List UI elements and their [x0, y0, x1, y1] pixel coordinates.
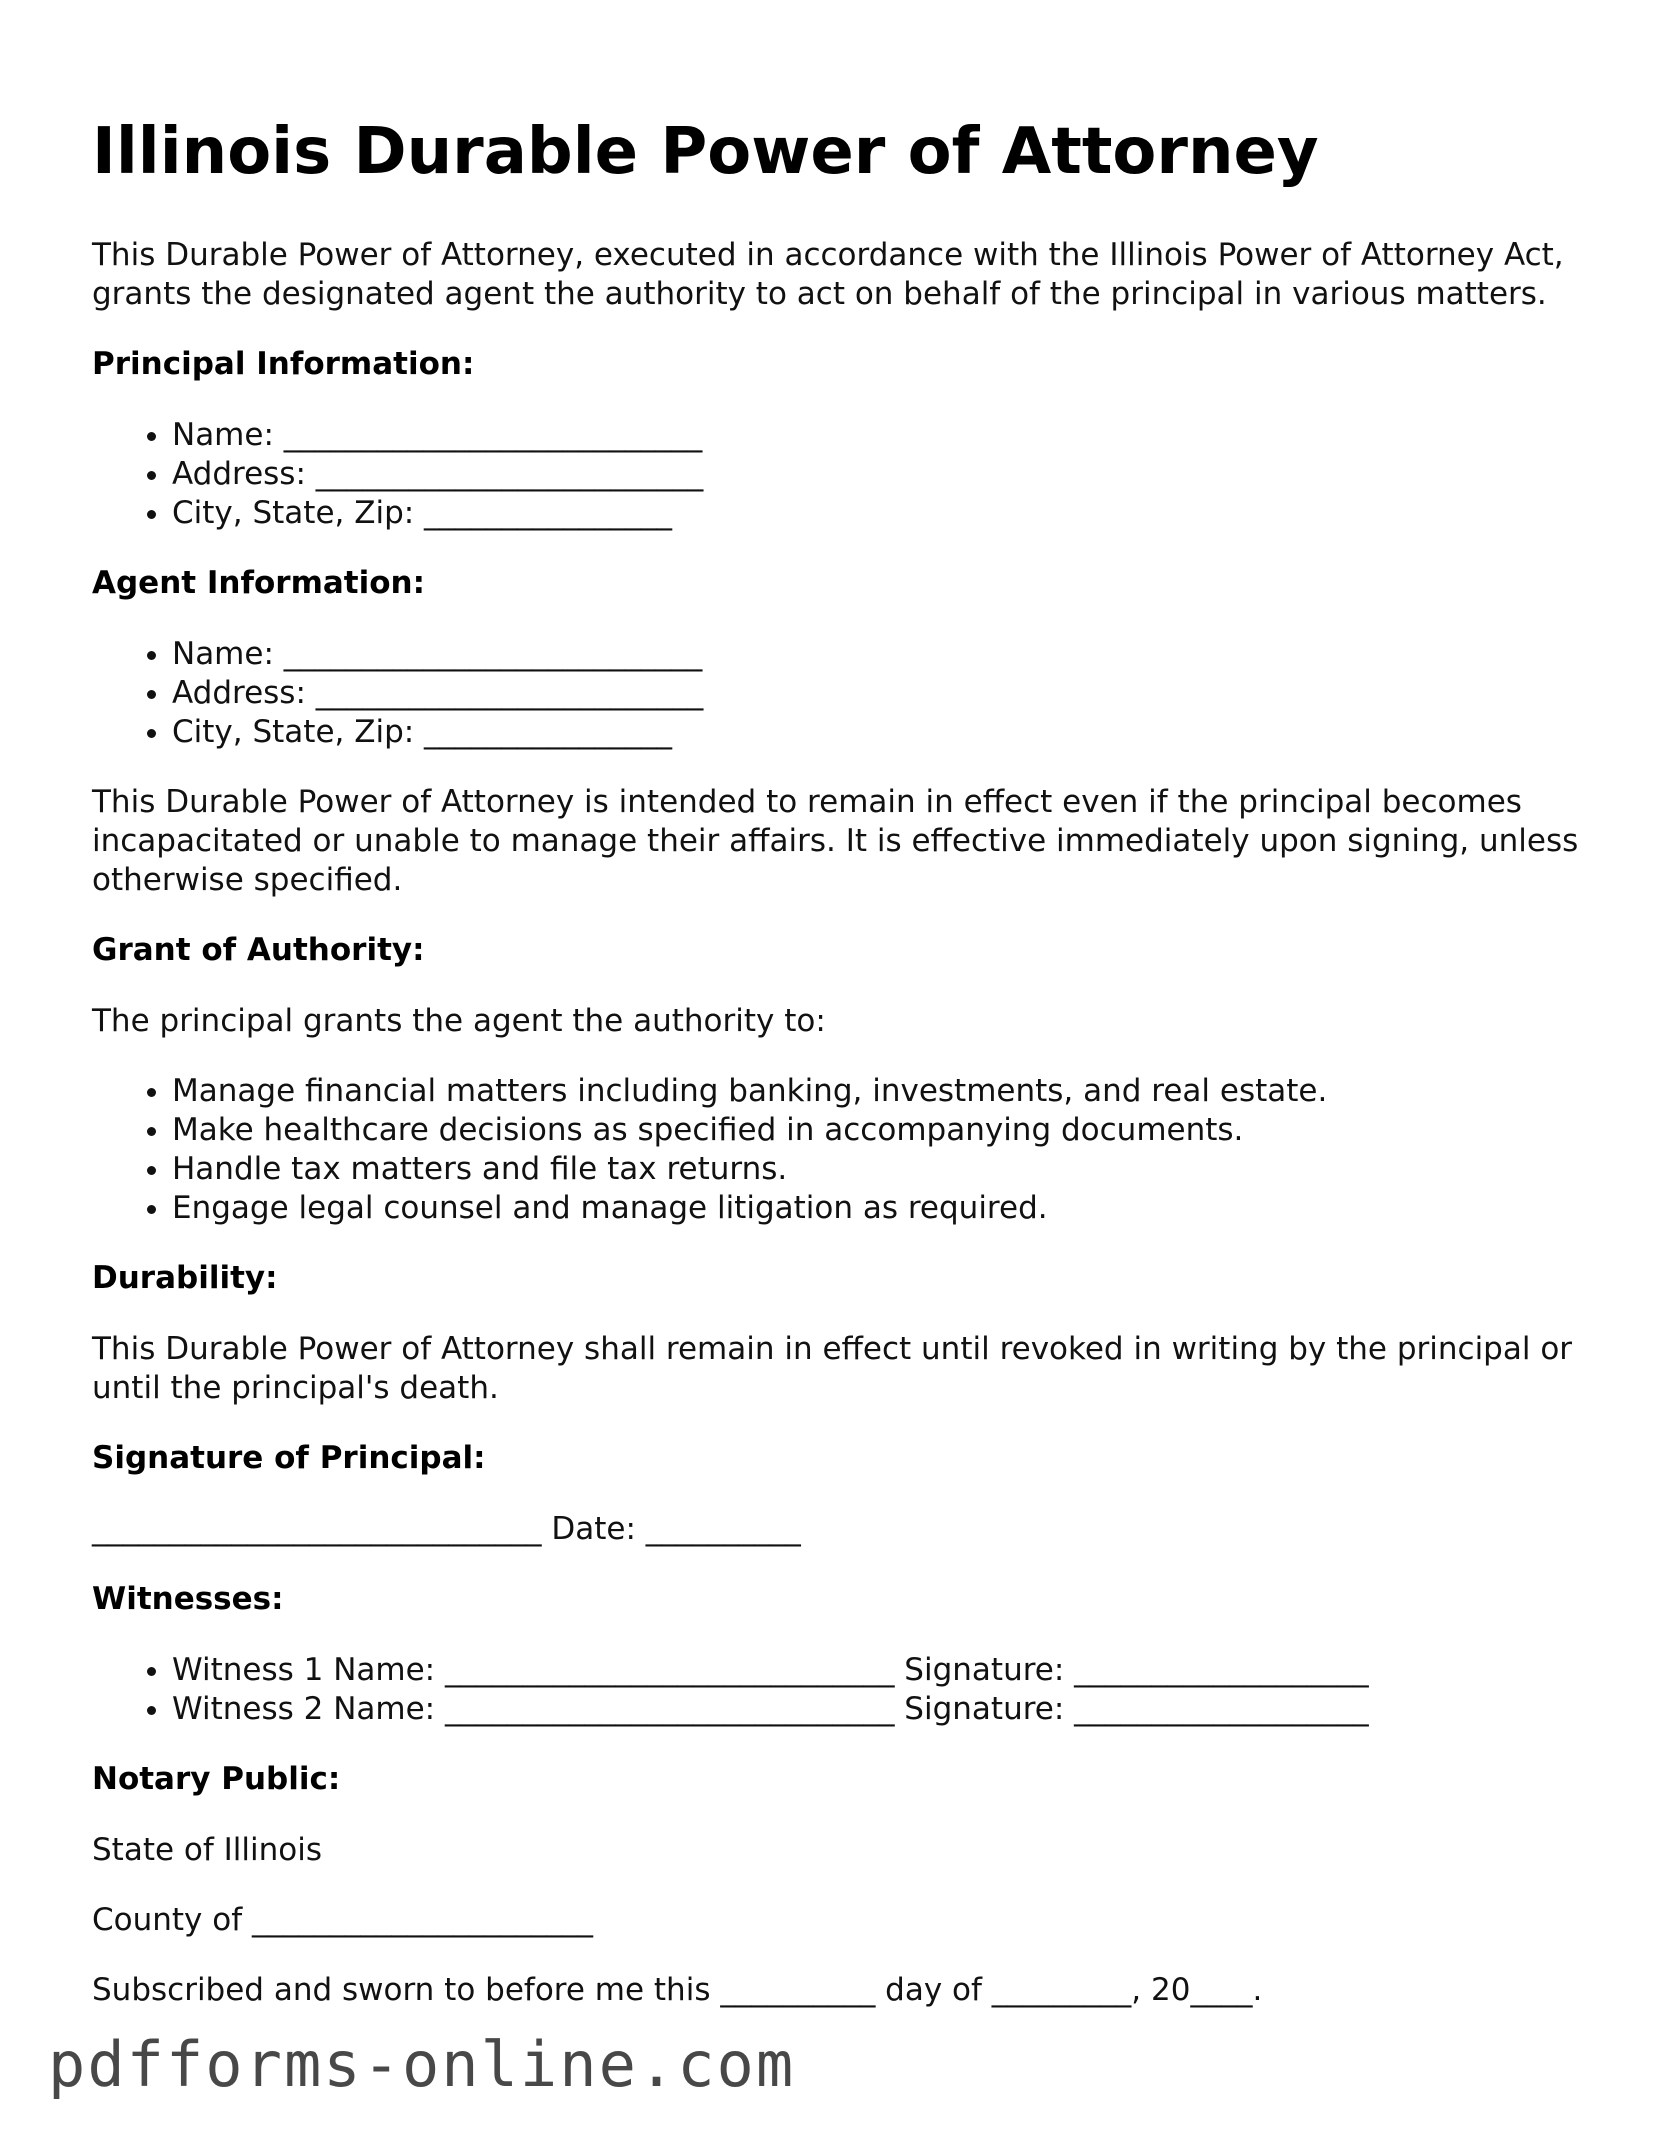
agent-info-list	[92, 635, 1592, 752]
grant-item: • Manage financial matters including banking, investments, and real estate.	[172, 1072, 1592, 1111]
notary-state: State of Illinois	[92, 1832, 323, 1868]
agent-address-field: • Address: _________________________	[172, 674, 1592, 713]
principal-signature-line: _____________________________ Date: __________	[92, 1511, 801, 1547]
document-title: Illinois Durable Power of Attorney	[92, 115, 1319, 189]
grant-item: • Handle tax matters and file tax returns.	[172, 1150, 1592, 1189]
witnesses-heading: Witnesses:	[92, 1581, 284, 1617]
principal-heading: Principal Information:	[92, 346, 475, 382]
principal-city-field: • City, State, Zip: ________________	[172, 494, 1592, 533]
durability-paragraph: This Durable Power of Attorney shall remain in effect until revoked in writing by the principal or until the principal's death.	[92, 1331, 1573, 1406]
document-page	[92, 112, 1592, 2041]
witness-list	[92, 1651, 1592, 1729]
principal-name-field: • Name: ___________________________	[172, 416, 1592, 455]
grant-item: • Engage legal counsel and manage litigation as required.	[172, 1189, 1592, 1228]
effect-paragraph: This Durable Power of Attorney is intended to remain in effect even if the principal becomes incapacitated or unable to manage their affairs. It is effective immediately upon signing, unless otherwise specified.	[92, 784, 1579, 898]
intro-paragraph: This Durable Power of Attorney, executed in accordance with the Illinois Power of Attorney Act, grants the designated agent the authority to act on behalf of the principal in various matters.	[92, 237, 1564, 312]
notary-heading: Notary Public:	[92, 1761, 341, 1797]
principal-address-field: • Address: _________________________	[172, 455, 1592, 494]
notary-county: County of ______________________	[92, 1902, 593, 1938]
principal-info-list	[92, 416, 1592, 533]
grant-list	[92, 1072, 1592, 1228]
agent-name-field: • Name: ___________________________	[172, 635, 1592, 674]
durability-heading: Durability:	[92, 1260, 278, 1296]
agent-city-field: • City, State, Zip: ________________	[172, 713, 1592, 752]
agent-heading: Agent Information:	[92, 565, 425, 601]
witness-1-line: • Witness 1 Name: _____________________________ Signature: ___________________	[172, 1651, 1592, 1690]
site-watermark: pdfforms-online.com	[48, 2028, 796, 2101]
signature-heading: Signature of Principal:	[92, 1440, 486, 1476]
grant-item: • Make healthcare decisions as specified in accompanying documents.	[172, 1111, 1592, 1150]
witness-2-line: • Witness 2 Name: _____________________________ Signature: ___________________	[172, 1690, 1592, 1729]
grant-heading: Grant of Authority:	[92, 932, 425, 968]
notary-sworn-line: Subscribed and sworn to before me this __________ day of _________, 20____.	[92, 1972, 1263, 2008]
grant-intro: The principal grants the agent the authority to:	[92, 1003, 826, 1039]
